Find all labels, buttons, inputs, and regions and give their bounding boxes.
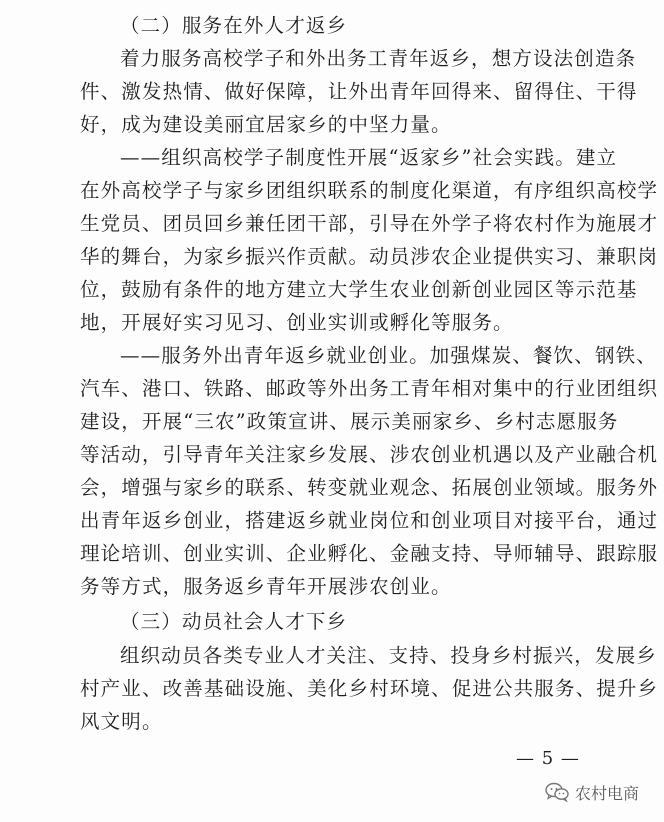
section-heading: （三）动员社会人才下乡 [120, 610, 348, 633]
paragraph-line: 件、激发热情、做好保障，让外出青年回得来、留得住、干得 [80, 80, 638, 103]
paragraph-line: 好，成为建设美丽宜居家乡的中坚力量。 [80, 113, 452, 136]
watermark-label: 农村电商 [575, 783, 640, 803]
paragraph-line: 等活动，引导青年关注家乡发展、涉农创业机遇以及产业融合机 [80, 443, 659, 466]
paragraph-line: 华的舞台，为家乡振兴作贡献。动员涉农企业提供实习、兼职岗 [80, 245, 659, 268]
paragraph-line: 生党员、团员回乡兼任团干部，引导在外学子将农村作为施展才 [80, 212, 659, 235]
paragraph-line: 会，增强与家乡的联系、转变就业观念、拓展创业领域。服务外 [80, 476, 659, 499]
paragraph-line: 风文明。 [80, 710, 163, 733]
section-heading: （二）服务在外人才返乡 [120, 14, 348, 37]
paragraph-line: 建设，开展“三农”政策宣讲、展示美丽家乡、乡村志愿服务 [80, 410, 619, 433]
page-number: — 5 — [516, 748, 580, 769]
paragraph-line: ——服务外出青年返乡就业创业。加强煤炭、餐饮、钢铁、 [120, 344, 657, 367]
paragraph-line: ——组织高校学子制度性开展“返家乡”社会实践。建立 [120, 146, 618, 169]
paragraph-line: 地，开展好实习见习、创业实训或孵化等服务。 [80, 311, 514, 334]
paragraph-line: 务等方式，服务返乡青年开展涉农创业。 [80, 575, 452, 598]
paragraph-line: 在外高校学子与家乡团组织联系的制度化渠道，有序组织高校学 [80, 179, 659, 202]
paragraph-line: 理论培训、创业实训、企业孵化、金融支持、导师辅导、跟踪服 [80, 542, 659, 565]
watermark [545, 780, 639, 804]
paragraph-line: 出青年返乡创业，搭建返乡就业岗位和创业项目对接平台，通过 [80, 509, 659, 532]
paragraph-line: 汽车、港口、铁路、邮政等外出务工青年相对集中的行业团组织 [80, 377, 659, 400]
paragraph-line: 村产业、改善基础设施、美化乡村环境、促进公共服务、提升乡 [80, 677, 659, 700]
wechat-icon [545, 782, 569, 802]
paragraph-line: 位，鼓励有条件的地方建立大学生农业创新创业园区等示范基 [80, 278, 638, 301]
paragraph-line: 组织动员各类专业人才关注、支持、投身乡村振兴，发展乡 [120, 644, 657, 667]
paragraph-line: 着力服务高校学子和外出务工青年返乡，想方设法创造条 [120, 47, 637, 70]
